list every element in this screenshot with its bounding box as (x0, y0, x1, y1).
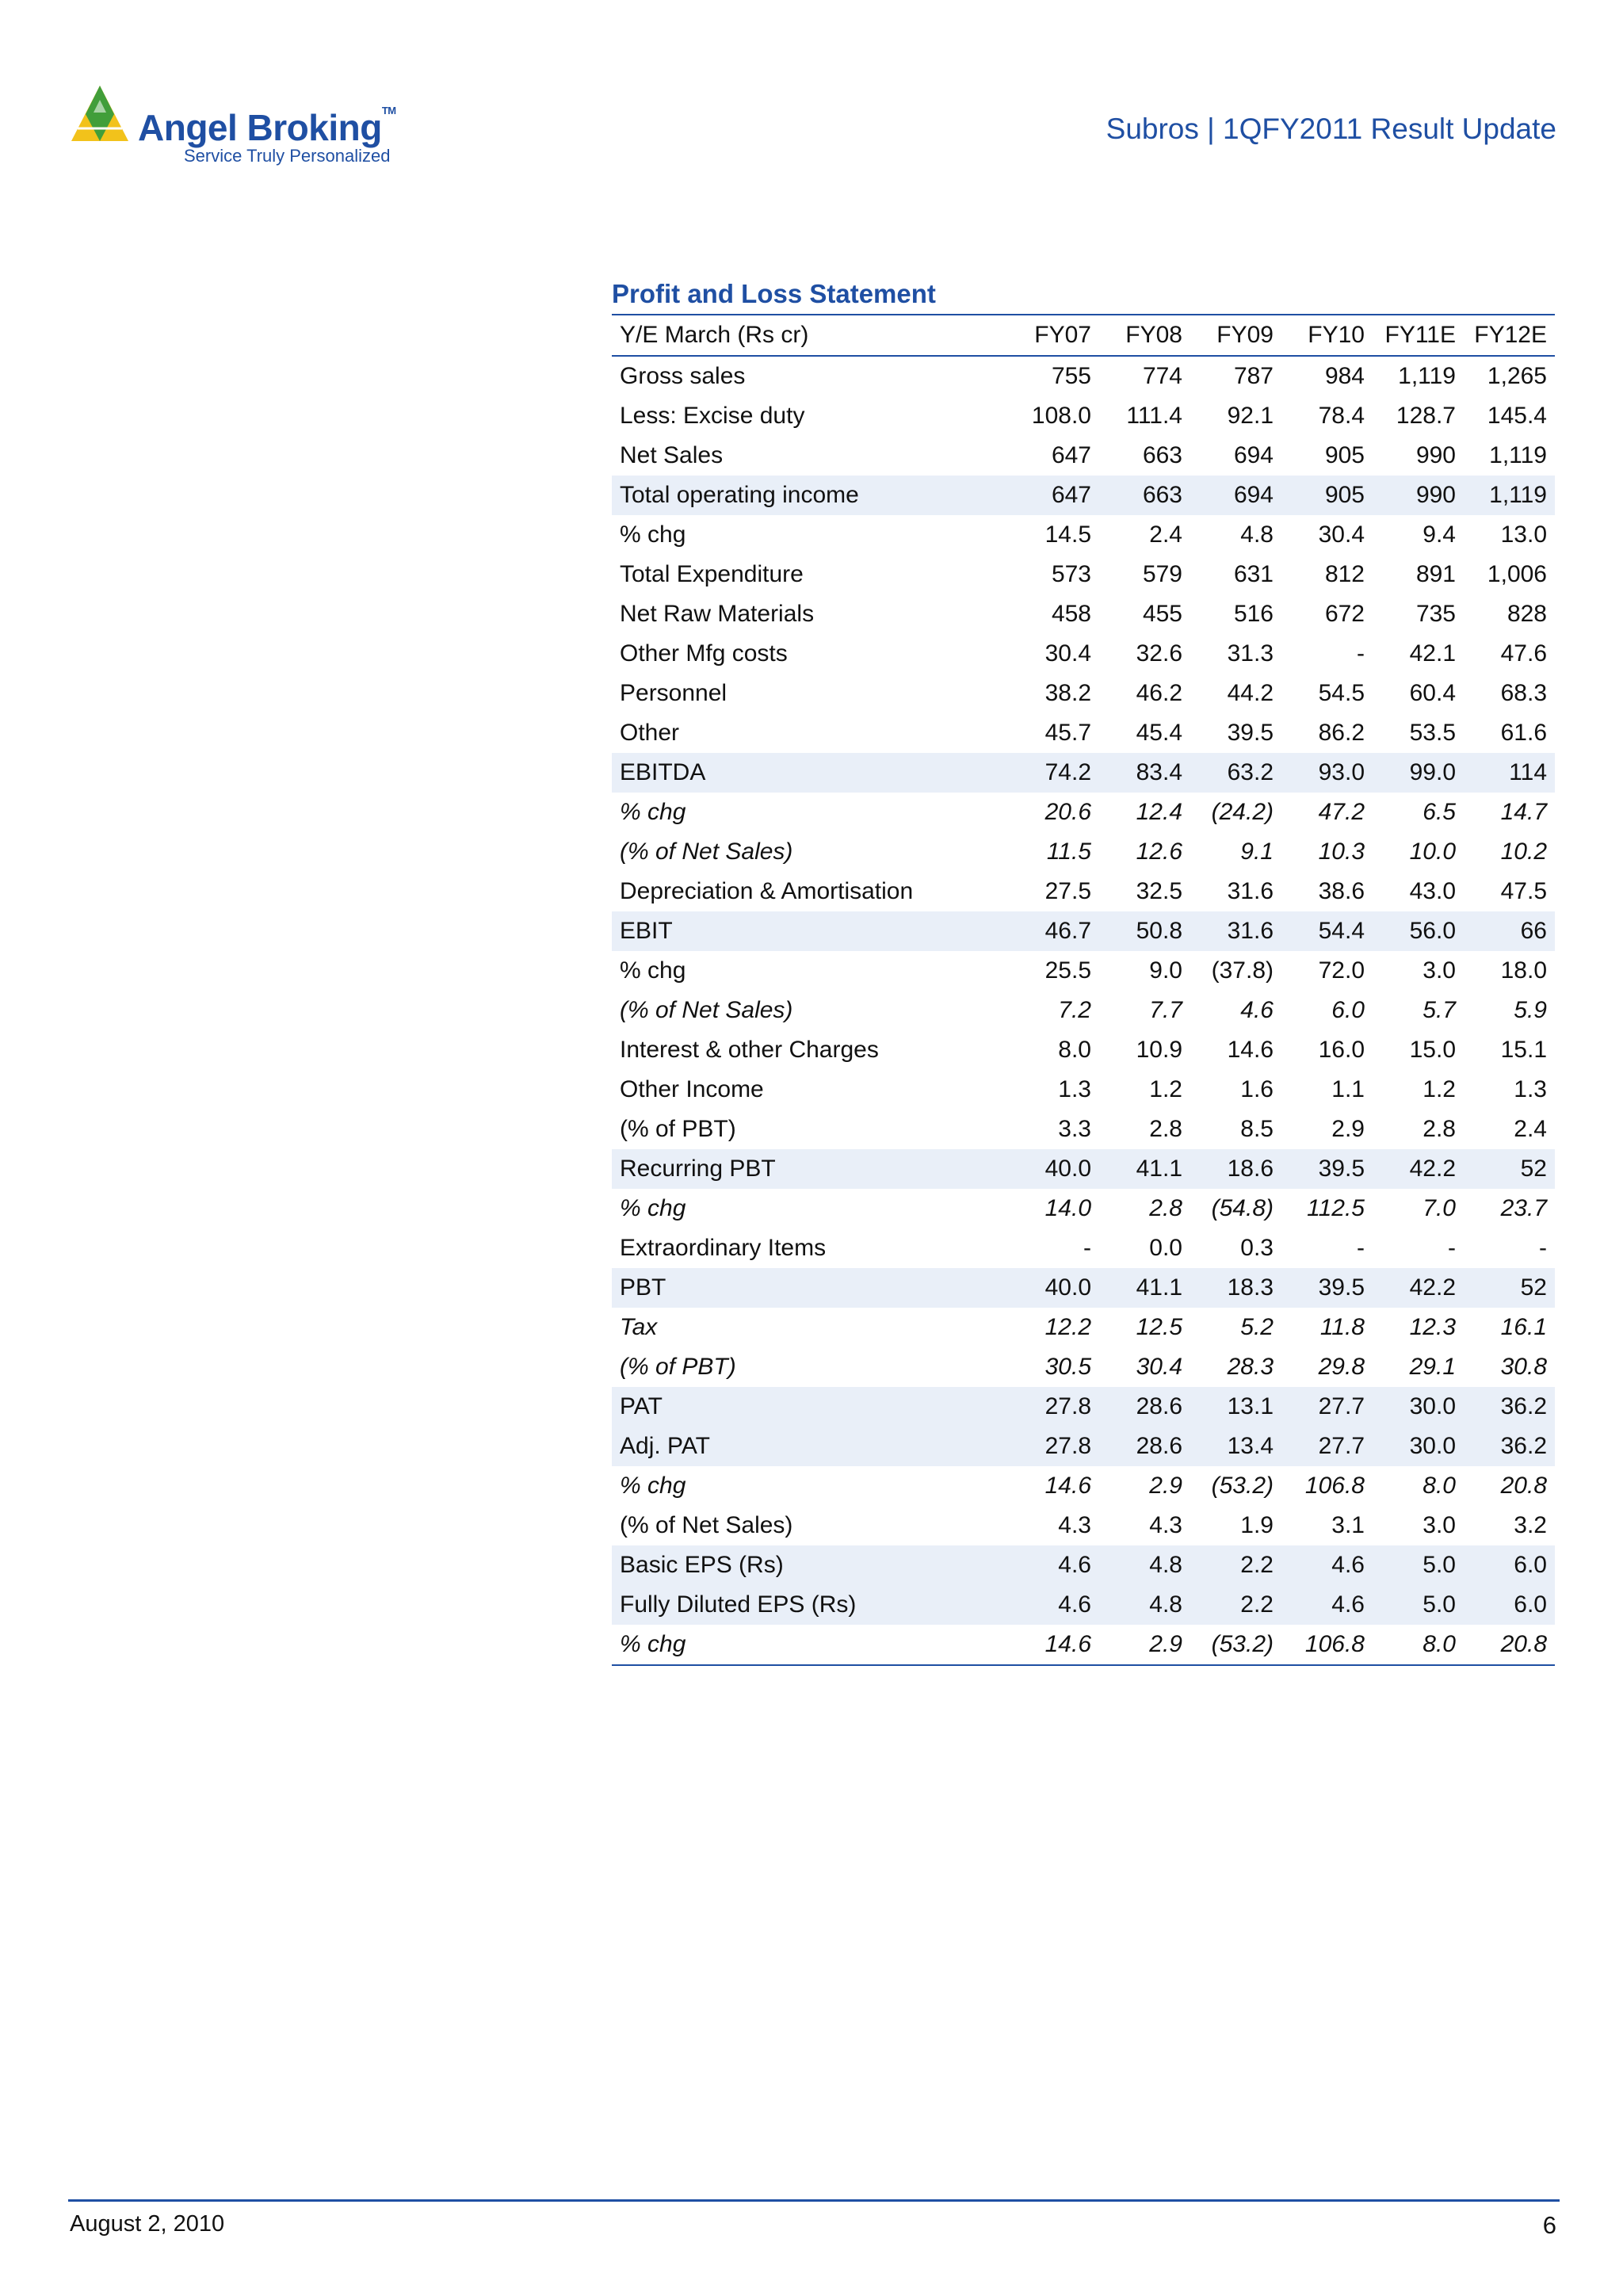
table-row (612, 1347, 1555, 1387)
table-row (612, 872, 1555, 911)
row-value: 7.7 (1149, 997, 1182, 1023)
row-label: Interest & other Charges (620, 1037, 879, 1063)
angel-broking-logo (68, 82, 401, 176)
row-value: 72.0 (1318, 957, 1365, 984)
row-value: 647 (1051, 442, 1091, 468)
row-value: 39.5 (1281, 1149, 1373, 1189)
row-value: 42.1 (1409, 640, 1456, 667)
row-value: 579 (1142, 561, 1182, 587)
table-row (612, 1149, 1555, 1189)
row-value: 31.3 (1227, 640, 1274, 667)
row-value: 99.0 (1373, 753, 1464, 793)
row-value: 14.5 (1044, 521, 1091, 548)
row-value: 905 (1324, 442, 1365, 468)
row-value: 10.9 (1136, 1037, 1182, 1063)
row-value: 14.7 (1500, 799, 1547, 825)
row-value: 1,006 (1487, 561, 1547, 587)
column-header-label: Y/E March (Rs cr) (612, 315, 1008, 356)
row-value: 4.6 (1281, 1545, 1373, 1585)
table-row (612, 911, 1555, 951)
row-value: 61.6 (1500, 720, 1547, 746)
row-value: 9.0 (1149, 957, 1182, 984)
row-value: 50.8 (1099, 911, 1190, 951)
row-label: Other (620, 720, 680, 746)
row-value: 14.0 (1044, 1195, 1091, 1221)
row-value: 3.2 (1514, 1512, 1547, 1538)
row-value: 15.1 (1500, 1037, 1547, 1063)
row-value: 30.4 (1044, 640, 1091, 667)
column-header-year: FY08 (1099, 315, 1190, 356)
brand-tagline: Service Truly Personalized (184, 146, 391, 166)
row-value: 10.2 (1500, 839, 1547, 865)
row-value: 12.3 (1409, 1314, 1456, 1340)
row-value: 27.7 (1281, 1427, 1373, 1466)
row-value: 1,119 (1464, 476, 1555, 515)
row-label: Recurring PBT (612, 1149, 1008, 1189)
column-header-year: FY07 (1008, 315, 1099, 356)
row-label: Basic EPS (Rs) (612, 1545, 1008, 1585)
row-value: 14.6 (1008, 1625, 1099, 1665)
row-value: 3.3 (1058, 1116, 1091, 1142)
row-value: 18.0 (1500, 957, 1547, 984)
row-value: 5.0 (1373, 1585, 1464, 1625)
row-value: 4.8 (1099, 1585, 1190, 1625)
row-value: 31.6 (1190, 911, 1281, 951)
row-label: Gross sales (620, 363, 746, 389)
row-value: 23.7 (1500, 1195, 1547, 1221)
row-value: 27.8 (1008, 1387, 1099, 1427)
row-value: 11.8 (1319, 1314, 1365, 1340)
row-value: 984 (1324, 363, 1365, 389)
row-value: 1.2 (1423, 1076, 1456, 1102)
row-value: 735 (1415, 601, 1456, 627)
row-value: 30.0 (1373, 1427, 1464, 1466)
row-label: Depreciation & Amortisation (620, 878, 914, 904)
table-row (612, 1189, 1555, 1228)
row-label: % chg (620, 957, 686, 984)
table-row (612, 1268, 1555, 1308)
table-row (612, 713, 1555, 753)
row-value: 4.6 (1008, 1585, 1099, 1625)
row-value: 74.2 (1008, 753, 1099, 793)
row-value: 42.2 (1373, 1268, 1464, 1308)
row-value: 787 (1233, 363, 1274, 389)
row-value: 694 (1233, 442, 1274, 468)
row-value: 9.1 (1240, 839, 1274, 865)
row-value: 46.7 (1008, 911, 1099, 951)
row-value: 43.0 (1409, 878, 1456, 904)
row-value: 0.3 (1240, 1235, 1274, 1261)
table-row (612, 1387, 1555, 1427)
row-value: 39.5 (1281, 1268, 1373, 1308)
row-value: 990 (1415, 442, 1456, 468)
row-label: % chg (620, 1195, 686, 1221)
row-value: 9.4 (1423, 521, 1456, 548)
row-value: 12.6 (1136, 839, 1182, 865)
row-value: (24.2) (1211, 799, 1274, 825)
footer-divider (68, 2199, 1560, 2202)
brand-name: Angel Broking™ (138, 105, 396, 148)
row-label: % chg (620, 1473, 686, 1499)
row-value: 2.2 (1190, 1585, 1281, 1625)
row-value: 45.7 (1044, 720, 1091, 746)
row-value: 39.5 (1227, 720, 1274, 746)
table-row (612, 1585, 1555, 1625)
row-value: 774 (1142, 363, 1182, 389)
row-value: 2.4 (1514, 1116, 1547, 1142)
column-header-year: FY10 (1281, 315, 1373, 356)
table-row (612, 436, 1555, 476)
row-value: 12.4 (1136, 799, 1182, 825)
row-value: 6.0 (1464, 1545, 1555, 1585)
row-value: 27.8 (1008, 1427, 1099, 1466)
row-value: 4.3 (1149, 1512, 1182, 1538)
table-row (612, 1308, 1555, 1347)
row-value: 20.6 (1044, 799, 1091, 825)
row-value: 755 (1051, 363, 1091, 389)
row-value: 13.1 (1190, 1387, 1281, 1427)
row-value: 68.3 (1500, 680, 1547, 706)
row-value: 13.4 (1190, 1427, 1281, 1466)
table-row (612, 476, 1555, 515)
table-row (612, 1030, 1555, 1070)
row-value: - (1448, 1235, 1456, 1261)
table-row (612, 951, 1555, 991)
row-value: 2.8 (1149, 1195, 1182, 1221)
row-value: 46.2 (1136, 680, 1182, 706)
row-value: 92.1 (1227, 403, 1274, 429)
row-value: 128.7 (1396, 403, 1456, 429)
table-row (612, 832, 1555, 872)
table-body (612, 356, 1555, 1665)
row-label: % chg (620, 799, 686, 825)
row-label: Adj. PAT (612, 1427, 1008, 1466)
profit-loss-table (612, 314, 1555, 1666)
row-value: 6.5 (1423, 799, 1456, 825)
row-value: 7.0 (1423, 1195, 1456, 1221)
row-value: 891 (1415, 561, 1456, 587)
row-value: 3.1 (1331, 1512, 1365, 1538)
row-value: 18.3 (1190, 1268, 1281, 1308)
row-value: 63.2 (1190, 753, 1281, 793)
table-row (612, 634, 1555, 674)
row-value: 4.8 (1240, 521, 1274, 548)
row-value: 4.6 (1281, 1585, 1373, 1625)
row-value: 3.0 (1423, 1512, 1456, 1538)
pyramid-logo-icon (68, 82, 132, 146)
table-row (612, 356, 1555, 396)
row-value: 41.1 (1099, 1149, 1190, 1189)
row-value: 990 (1373, 476, 1464, 515)
row-label: Total operating income (612, 476, 1008, 515)
table-header-row (612, 315, 1555, 356)
row-label: % chg (620, 521, 686, 548)
row-value: 8.0 (1373, 1625, 1464, 1665)
row-value: 15.0 (1409, 1037, 1456, 1063)
table-row (612, 1228, 1555, 1268)
row-value: 145.4 (1487, 403, 1547, 429)
row-value: 28.3 (1227, 1354, 1274, 1380)
row-value: 6.0 (1464, 1585, 1555, 1625)
row-value: - (1357, 1235, 1365, 1261)
page-number: 6 (1542, 2211, 1556, 2239)
column-header-year: FY12E (1464, 315, 1555, 356)
row-value: 40.0 (1008, 1149, 1099, 1189)
row-value: 663 (1099, 476, 1190, 515)
row-value: 812 (1324, 561, 1365, 587)
row-value: 1.2 (1149, 1076, 1182, 1102)
row-value: 53.5 (1409, 720, 1456, 746)
row-value: 1.9 (1240, 1512, 1274, 1538)
row-value: 12.2 (1044, 1314, 1091, 1340)
row-label: (% of Net Sales) (620, 997, 793, 1023)
row-value: 47.5 (1500, 878, 1547, 904)
row-label: EBITDA (612, 753, 1008, 793)
row-value: 631 (1233, 561, 1274, 587)
table-row (612, 1427, 1555, 1466)
row-value: 18.6 (1190, 1149, 1281, 1189)
row-value: 2.9 (1331, 1116, 1365, 1142)
row-value: 30.4 (1136, 1354, 1182, 1380)
table-row (612, 1466, 1555, 1506)
row-value: 2.8 (1423, 1116, 1456, 1142)
table-row (612, 991, 1555, 1030)
row-value: 647 (1008, 476, 1099, 515)
row-value: 32.5 (1136, 878, 1182, 904)
row-value: 36.2 (1464, 1387, 1555, 1427)
row-value: 2.9 (1149, 1473, 1182, 1499)
row-value: 2.4 (1149, 521, 1182, 548)
row-value: 60.4 (1409, 680, 1456, 706)
row-value: (53.2) (1211, 1473, 1274, 1499)
row-value: 2.8 (1149, 1116, 1182, 1142)
row-value: 3.0 (1423, 957, 1456, 984)
row-label: Fully Diluted EPS (Rs) (612, 1585, 1008, 1625)
column-header-year: FY09 (1190, 315, 1281, 356)
row-label: Extraordinary Items (620, 1235, 827, 1261)
row-label: PBT (612, 1268, 1008, 1308)
row-value: 32.6 (1136, 640, 1182, 667)
row-value: 25.5 (1044, 957, 1091, 984)
row-value: 7.2 (1058, 997, 1091, 1023)
row-value: 42.2 (1373, 1149, 1464, 1189)
row-value: 458 (1051, 601, 1091, 627)
row-value: - (1357, 640, 1365, 667)
row-value: 112.5 (1307, 1195, 1365, 1221)
row-value: 1,119 (1489, 442, 1547, 468)
row-value: 66 (1464, 911, 1555, 951)
row-value: 516 (1233, 601, 1274, 627)
row-value: 5.9 (1514, 997, 1547, 1023)
row-value: 29.8 (1318, 1354, 1365, 1380)
row-value: 114 (1464, 753, 1555, 793)
row-value: (37.8) (1211, 957, 1274, 984)
row-value: 36.2 (1464, 1427, 1555, 1466)
row-value: 905 (1281, 476, 1373, 515)
row-value: 45.4 (1136, 720, 1182, 746)
row-value: 47.2 (1318, 799, 1365, 825)
row-value: 108.0 (1031, 403, 1091, 429)
row-value: (54.8) (1211, 1195, 1274, 1221)
table-row (612, 396, 1555, 436)
document-title: Subros | 1QFY2011 Result Update (1106, 113, 1556, 145)
row-label: Net Sales (620, 442, 724, 468)
row-value: 694 (1190, 476, 1281, 515)
row-value: 663 (1142, 442, 1182, 468)
row-label: EBIT (612, 911, 1008, 951)
row-value: 111.4 (1126, 403, 1182, 429)
row-label: Tax (620, 1314, 658, 1340)
row-value: 86.2 (1318, 720, 1365, 746)
row-value: 1,265 (1487, 363, 1547, 389)
row-value: 6.0 (1331, 997, 1365, 1023)
row-value: 12.5 (1136, 1314, 1182, 1340)
row-value: 672 (1324, 601, 1365, 627)
row-value: 30.5 (1044, 1354, 1091, 1380)
row-value: 14.6 (1044, 1473, 1091, 1499)
column-header-year: FY11E (1373, 315, 1464, 356)
row-value: 31.6 (1227, 878, 1274, 904)
row-label: Net Raw Materials (620, 601, 815, 627)
row-value: 106.8 (1304, 1473, 1365, 1499)
row-value: 0.0 (1149, 1235, 1182, 1261)
row-value: 1.6 (1240, 1076, 1274, 1102)
row-value: - (1083, 1235, 1091, 1261)
row-value: 4.8 (1099, 1545, 1190, 1585)
row-value: 14.6 (1227, 1037, 1274, 1063)
row-value: 10.0 (1409, 839, 1456, 865)
row-value: 78.4 (1318, 403, 1365, 429)
row-value: 106.8 (1281, 1625, 1373, 1665)
row-value: 27.5 (1044, 878, 1091, 904)
row-value: 20.8 (1500, 1473, 1547, 1499)
row-value: 1,119 (1398, 363, 1456, 389)
row-value: 4.6 (1240, 997, 1274, 1023)
row-value: 28.6 (1099, 1427, 1190, 1466)
row-value: 8.0 (1423, 1473, 1456, 1499)
row-value: (53.2) (1190, 1625, 1281, 1665)
row-value: 20.8 (1464, 1625, 1555, 1665)
row-value: 52 (1464, 1149, 1555, 1189)
row-value: 38.6 (1318, 878, 1365, 904)
row-value: 44.2 (1227, 680, 1274, 706)
table-row (612, 555, 1555, 594)
row-value: 8.0 (1058, 1037, 1091, 1063)
row-value: 47.6 (1500, 640, 1547, 667)
row-value: 29.1 (1409, 1354, 1456, 1380)
row-value: 16.0 (1318, 1037, 1365, 1063)
row-label: (% of Net Sales) (620, 1512, 793, 1538)
row-label: Personnel (620, 680, 727, 706)
row-label: Less: Excise duty (620, 403, 805, 429)
row-value: 30.0 (1373, 1387, 1464, 1427)
profit-loss-table-container (612, 314, 1555, 1666)
row-value: - (1539, 1235, 1547, 1261)
row-value: 28.6 (1099, 1387, 1190, 1427)
table-row (612, 1506, 1555, 1545)
footer-date: August 2, 2010 (70, 2211, 225, 2237)
row-value: 13.0 (1500, 521, 1547, 548)
table-row (612, 594, 1555, 634)
table-row (612, 793, 1555, 832)
row-label: (% of PBT) (620, 1116, 736, 1142)
row-value: 38.2 (1044, 680, 1091, 706)
table-row (612, 1625, 1555, 1665)
row-value: 4.6 (1008, 1545, 1099, 1585)
row-value: 27.7 (1281, 1387, 1373, 1427)
row-value: 30.4 (1318, 521, 1365, 548)
row-value: 5.0 (1373, 1545, 1464, 1585)
row-value: 455 (1142, 601, 1182, 627)
row-value: 93.0 (1281, 753, 1373, 793)
row-label: % chg (612, 1625, 1008, 1665)
row-value: 54.5 (1318, 680, 1365, 706)
row-label: Total Expenditure (620, 561, 804, 587)
table-row (612, 753, 1555, 793)
table-row (612, 674, 1555, 713)
row-value: 56.0 (1373, 911, 1464, 951)
row-value: 2.9 (1099, 1625, 1190, 1665)
row-value: 2.2 (1190, 1545, 1281, 1585)
row-value: 1.1 (1331, 1076, 1365, 1102)
row-label: (% of PBT) (620, 1354, 736, 1380)
row-value: 5.7 (1423, 997, 1456, 1023)
row-value: 1.3 (1514, 1076, 1547, 1102)
row-value: 83.4 (1099, 753, 1190, 793)
table-row (612, 1545, 1555, 1585)
table-row (612, 1070, 1555, 1110)
row-value: 5.2 (1240, 1314, 1274, 1340)
row-label: Other Income (620, 1076, 764, 1102)
section-title: Profit and Loss Statement (612, 279, 936, 308)
row-value: 54.4 (1281, 911, 1373, 951)
row-value: 828 (1507, 601, 1547, 627)
row-value: 11.5 (1046, 839, 1091, 865)
table-row (612, 1110, 1555, 1149)
row-value: 1.3 (1058, 1076, 1091, 1102)
row-value: 16.1 (1500, 1314, 1547, 1340)
row-value: 4.3 (1058, 1512, 1091, 1538)
row-value: 573 (1051, 561, 1091, 587)
table-row (612, 515, 1555, 555)
row-label: PAT (612, 1387, 1008, 1427)
row-value: 40.0 (1008, 1268, 1099, 1308)
row-value: 8.5 (1240, 1116, 1274, 1142)
row-value: 52 (1464, 1268, 1555, 1308)
row-value: 41.1 (1099, 1268, 1190, 1308)
row-label: Other Mfg costs (620, 640, 788, 667)
row-label: (% of Net Sales) (620, 839, 793, 865)
row-value: 30.8 (1500, 1354, 1547, 1380)
row-value: 10.3 (1318, 839, 1365, 865)
